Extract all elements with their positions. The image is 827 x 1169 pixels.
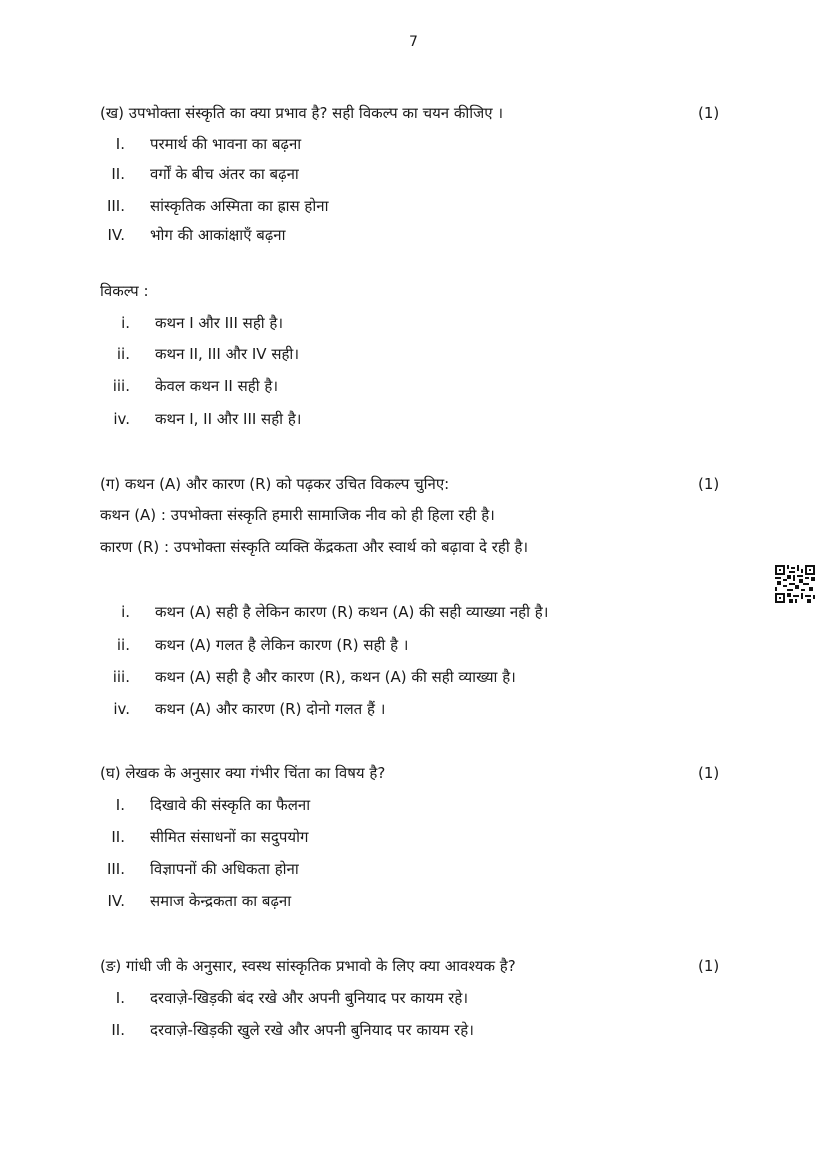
question-marks: (1) [698,475,720,493]
option-text: सीमित संसाधनों का सदुपयोग [150,828,309,846]
option-number: i. [121,603,130,621]
option-text: कथन (A) सही है और कारण (R), कथन (A) की सही व्याख्या है। [155,668,516,686]
option-number: iii. [112,668,130,686]
question-ga-header [0,473,827,495]
option-text: कथन I, II और III सही है। [155,410,302,428]
option-text: केवल कथन II सही है। [155,377,279,395]
option-item [0,794,827,816]
option-text: कथन (A) और कारण (R) दोनो गलत हैं । [155,700,386,718]
qr-code-icon [775,565,815,603]
option-number: ii. [116,636,130,654]
question-nga-header [0,955,827,977]
statement-number: III. [106,197,125,215]
option-number: II. [111,1021,125,1039]
statement-item [0,195,827,217]
option-item [0,375,827,397]
option-text: कथन I और III सही है। [155,314,284,332]
option-item [0,343,827,365]
option-item [0,826,827,848]
statement-item [0,163,827,185]
question-marks: (1) [698,104,720,122]
option-text: कथन (A) सही है लेकिन कारण (R) कथन (A) की सही व्याख्या नही है। [155,603,549,621]
assertion-text: कथन (A) : उपभोक्ता संस्कृति हमारी सामाजिक नीव को ही हिला रही है। [100,506,495,524]
question-label: (ख) उपभोक्ता संस्कृति का क्या प्रभाव है? सही विकल्प का चयन कीजिए । [100,104,504,122]
options-heading: विकल्प : [100,282,149,300]
option-number: I. [115,796,125,814]
assertion-row [0,504,827,526]
option-text: दिखावे की संस्कृति का फैलना [150,796,311,814]
option-number: I. [115,989,125,1007]
option-text: दरवाज़े-खिड़की खुले रखे और अपनी बुनियाद पर कायम रहे। [150,1021,474,1039]
question-kha-header [0,102,827,124]
statement-text: वर्गों के बीच अंतर का बढ़ना [150,165,299,183]
option-text: विज्ञापनों की अधिकता होना [150,860,299,878]
reason-row [0,536,827,558]
question-gha-header [0,762,827,784]
option-item [0,601,827,623]
option-item [0,858,827,880]
reason-text: कारण (R) : उपभोक्ता संस्कृति व्यक्ति केंद्रकता और स्वार्थ को बढ़ावा दे रही है। [100,538,529,556]
option-item [0,698,827,720]
question-label: (ङ) गांधी जी के अनुसार, स्वस्थ सांस्कृतिक प्रभावो के लिए क्या आवश्यक है? [100,957,516,975]
statement-text: परमार्थ की भावना का बढ़ना [150,135,302,153]
option-text: कथन (A) गलत है लेकिन कारण (R) सही है । [155,636,409,654]
option-item [0,666,827,688]
option-number: II. [111,828,125,846]
option-number: ii. [116,345,130,363]
option-text: कथन II, III और IV सही। [155,345,299,363]
option-number: iii. [112,377,130,395]
option-item [0,987,827,1009]
option-number: III. [106,860,125,878]
option-item [0,312,827,334]
question-marks: (1) [698,957,720,975]
question-marks: (1) [698,764,720,782]
statement-number: II. [111,165,125,183]
option-number: i. [121,314,130,332]
statement-item [0,224,827,246]
option-item [0,1019,827,1041]
statement-number: I. [115,135,125,153]
option-number: iv. [113,700,130,718]
statement-text: भोग की आकांक्षाएँ बढ़ना [150,226,286,244]
option-text: दरवाज़े-खिड़की बंद रखे और अपनी बुनियाद पर कायम रहे। [150,989,469,1007]
option-number: IV. [107,892,125,910]
option-item [0,408,827,430]
option-item [0,634,827,656]
question-label: (घ) लेखक के अनुसार क्या गंभीर चिंता का विषय है? [100,764,386,782]
question-label: (ग) कथन (A) और कारण (R) को पढ़कर उचित विकल्प चुनिए: [100,475,450,493]
options-heading-row [0,280,827,302]
option-number: iv. [113,410,130,428]
option-text: समाज केन्द्रकता का बढ़ना [150,892,292,910]
statement-number: IV. [107,226,125,244]
option-item [0,890,827,912]
page-number: 7 [409,34,418,50]
statement-item [0,133,827,155]
statement-text: सांस्कृतिक अस्मिता का ह्रास होना [150,197,329,215]
